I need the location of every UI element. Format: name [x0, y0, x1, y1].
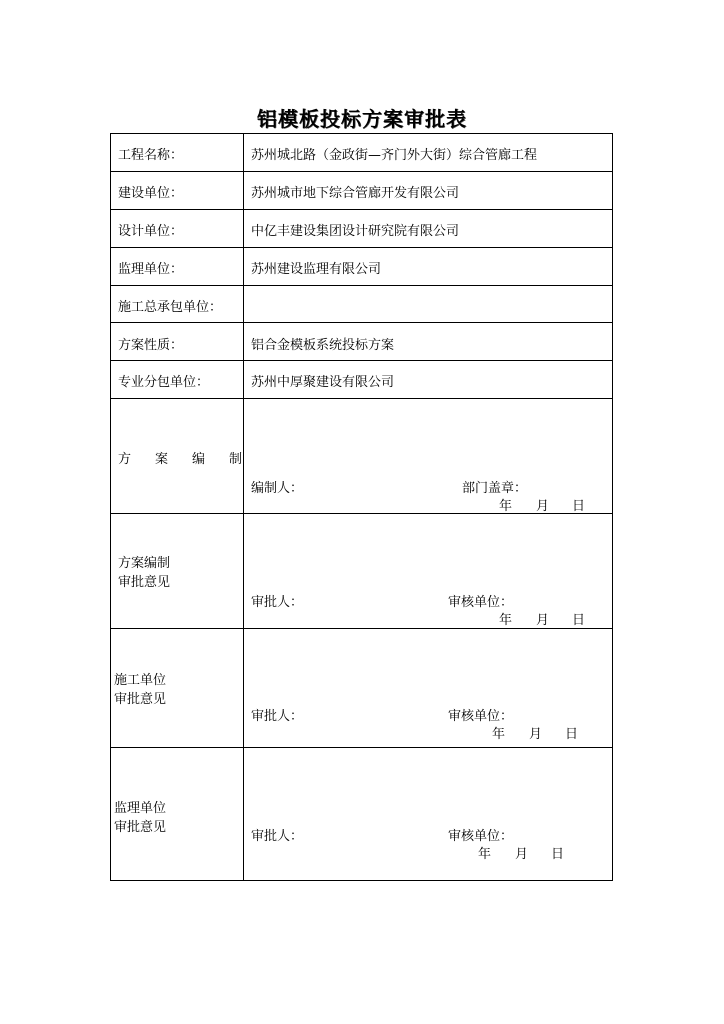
row-divider — [110, 322, 613, 323]
date-day: 日 — [565, 727, 579, 742]
date-month: 月 — [536, 613, 550, 628]
owner-unit-value: 苏州城市地下综合管廊开发有限公司 — [251, 186, 460, 201]
supervision-unit-label: 监理单位： — [118, 262, 184, 277]
owner-unit-label: 建设单位： — [118, 186, 184, 201]
date-month: 月 — [515, 847, 529, 862]
construction-review-label-line2: 审批意见 — [114, 692, 167, 707]
row-divider — [110, 360, 613, 361]
row-divider — [110, 285, 613, 286]
review-unit-label: 审核单位： — [448, 829, 514, 844]
supervision-review-label-line2: 审批意见 — [114, 820, 167, 835]
project-name-value: 苏州城北路（金政街—齐门外大街）综合管廊工程 — [251, 148, 538, 163]
row-divider — [110, 398, 613, 399]
compile-section-label: 方案编制 — [118, 452, 267, 467]
approver-label: 审批人： — [251, 709, 304, 724]
review-unit-label: 审核单位： — [448, 595, 514, 610]
row-divider — [110, 171, 613, 172]
approver-label: 审批人： — [251, 829, 304, 844]
row-divider — [110, 747, 613, 748]
date-day: 日 — [551, 847, 565, 862]
date-year: 年 — [492, 727, 506, 742]
date-year: 年 — [499, 613, 513, 628]
date-month: 月 — [529, 727, 543, 742]
general-contractor-label: 施工总承包单位： — [118, 300, 223, 315]
construction-review-label-line1: 施工单位 — [114, 673, 167, 688]
compile-review-label-line2: 审批意见 — [118, 575, 171, 590]
approver-label: 审批人： — [251, 595, 304, 610]
compiler-label: 编制人： — [251, 481, 304, 496]
date-day: 日 — [572, 499, 586, 514]
compile-review-label-line1: 方案编制 — [118, 556, 171, 571]
design-unit-label: 设计单位： — [118, 224, 184, 239]
department-stamp-label: 部门盖章： — [462, 481, 528, 496]
plan-nature-value: 铝合金模板系统投标方案 — [251, 338, 395, 353]
subcontractor-value: 苏州中厚聚建设有限公司 — [251, 375, 395, 390]
column-divider — [243, 133, 244, 881]
supervision-review-label-line1: 监理单位 — [114, 801, 167, 816]
date-month: 月 — [536, 499, 550, 514]
date-year: 年 — [478, 847, 492, 862]
form-title: 铝模板投标方案审批表 — [257, 107, 467, 131]
project-name-label: 工程名称： — [118, 148, 184, 163]
date-day: 日 — [572, 613, 586, 628]
date-year: 年 — [499, 499, 513, 514]
plan-nature-label: 方案性质： — [118, 338, 184, 353]
review-unit-label: 审核单位： — [448, 709, 514, 724]
subcontractor-label: 专业分包单位： — [118, 375, 210, 390]
supervision-unit-value: 苏州建设监理有限公司 — [251, 262, 382, 277]
row-divider — [110, 247, 613, 248]
row-divider — [110, 209, 613, 210]
design-unit-value: 中亿丰建设集团设计研究院有限公司 — [251, 224, 460, 239]
